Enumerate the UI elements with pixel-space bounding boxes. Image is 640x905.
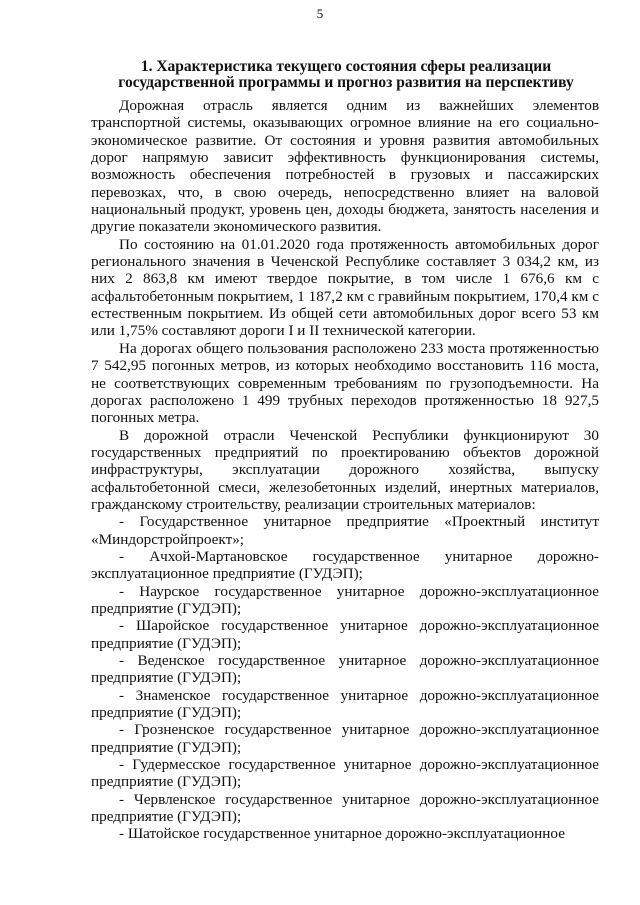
enterprise-list bbox=[91, 513, 599, 843]
section-heading: 1. Характеристика текущего состояния сферы реализации государственной программы и прогноз развития на перспективу bbox=[118, 58, 574, 91]
paragraph-enterprises-intro: В дорожной отрасли Чеченской Республики функционируют 30 государственных предприятий по проектированию объектов дорожной инфраструктуры, эксплуатации дорожного хозяйства, выпуску асфальтобетонной смеси, железобетонных изделий, инертных материалов, гражданскому строительству, реализации строительных материалов: bbox=[91, 426, 599, 513]
list-item: - Ачхой-Мартановское государственное унитарное дорожно-эксплуатационное предприятие (ГУДЭП); bbox=[91, 547, 599, 583]
list-item: - Веденское государственное унитарное дорожно-эксплуатационное предприятие (ГУДЭП); bbox=[91, 652, 599, 687]
list-item: - Государственное унитарное предприятие «Проектный институт «Миндорстройпроект»; bbox=[91, 513, 599, 548]
list-item: - Шаройское государственное унитарное дорожно-эксплуатационное предприятие (ГУДЭП); bbox=[91, 617, 599, 652]
list-item: - Шатойское государственное унитарное дорожно-эксплуатационное bbox=[119, 825, 565, 843]
paragraph-road-length: По состоянию на 01.01.2020 года протяженность автомобильных дорог регионального значения в Чеченской Республике составляет 3 034,2 км, из них 2 863,8 км имеют твердое покрытие, в том числе 1 676,6 км с асфальтобетонным покрытием, 1 187,2 км с гравийным покрытием, 170,4 км с естественным покрытием. Из общей сети автомобильных дорог всего 53 км или 1,75% составляют дороги I и II технической категории. bbox=[91, 235, 599, 340]
paragraph-bridges: На дорогах общего пользования расположено 233 моста протяженностью 7 542,95 погонных метров, из которых необходимо восстановить 116 моста, не соответствующих современным требованиям по грузоподъемности. На дорогах расположено 1 499 трубных переходов протяженностью 18 927,5 погонных метра. bbox=[91, 339, 599, 427]
list-item: - Знаменское государственное унитарное дорожно-эксплуатационное предприятие (ГУДЭП); bbox=[91, 686, 599, 722]
list-item: - Гудермесское государственное унитарное дорожно-эксплуатационное предприятие (ГУДЭП); bbox=[91, 756, 599, 791]
page-number: 5 bbox=[316, 6, 324, 21]
paragraph-road-industry: Дорожная отрасль является одним из важнейших элементов транспортной системы, оказывающих огромное влияние на его социально-экономическое развитие. От состояния и уровня развития автомобильных дорог напрямую зависит эффективность функционирования системы, возможность обеспечения потребностей в грузовых и пассажирских перевозках, что, в свою очередь, непосредственно влияет на валовой национальный продукт, уровень цен, доходы бюджета, занятость населения и другие показатели экономического развития. bbox=[91, 97, 599, 236]
list-item: - Червленское государственное унитарное дорожно-эксплуатационное предприятие (ГУДЭП); bbox=[91, 790, 599, 826]
list-item: - Наурское государственное унитарное дорожно-эксплуатационное предприятие (ГУДЭП); bbox=[91, 582, 599, 617]
document-body bbox=[91, 97, 599, 843]
list-item: - Грозненское государственное унитарное дорожно-эксплуатационное предприятие (ГУДЭП); bbox=[91, 721, 599, 756]
